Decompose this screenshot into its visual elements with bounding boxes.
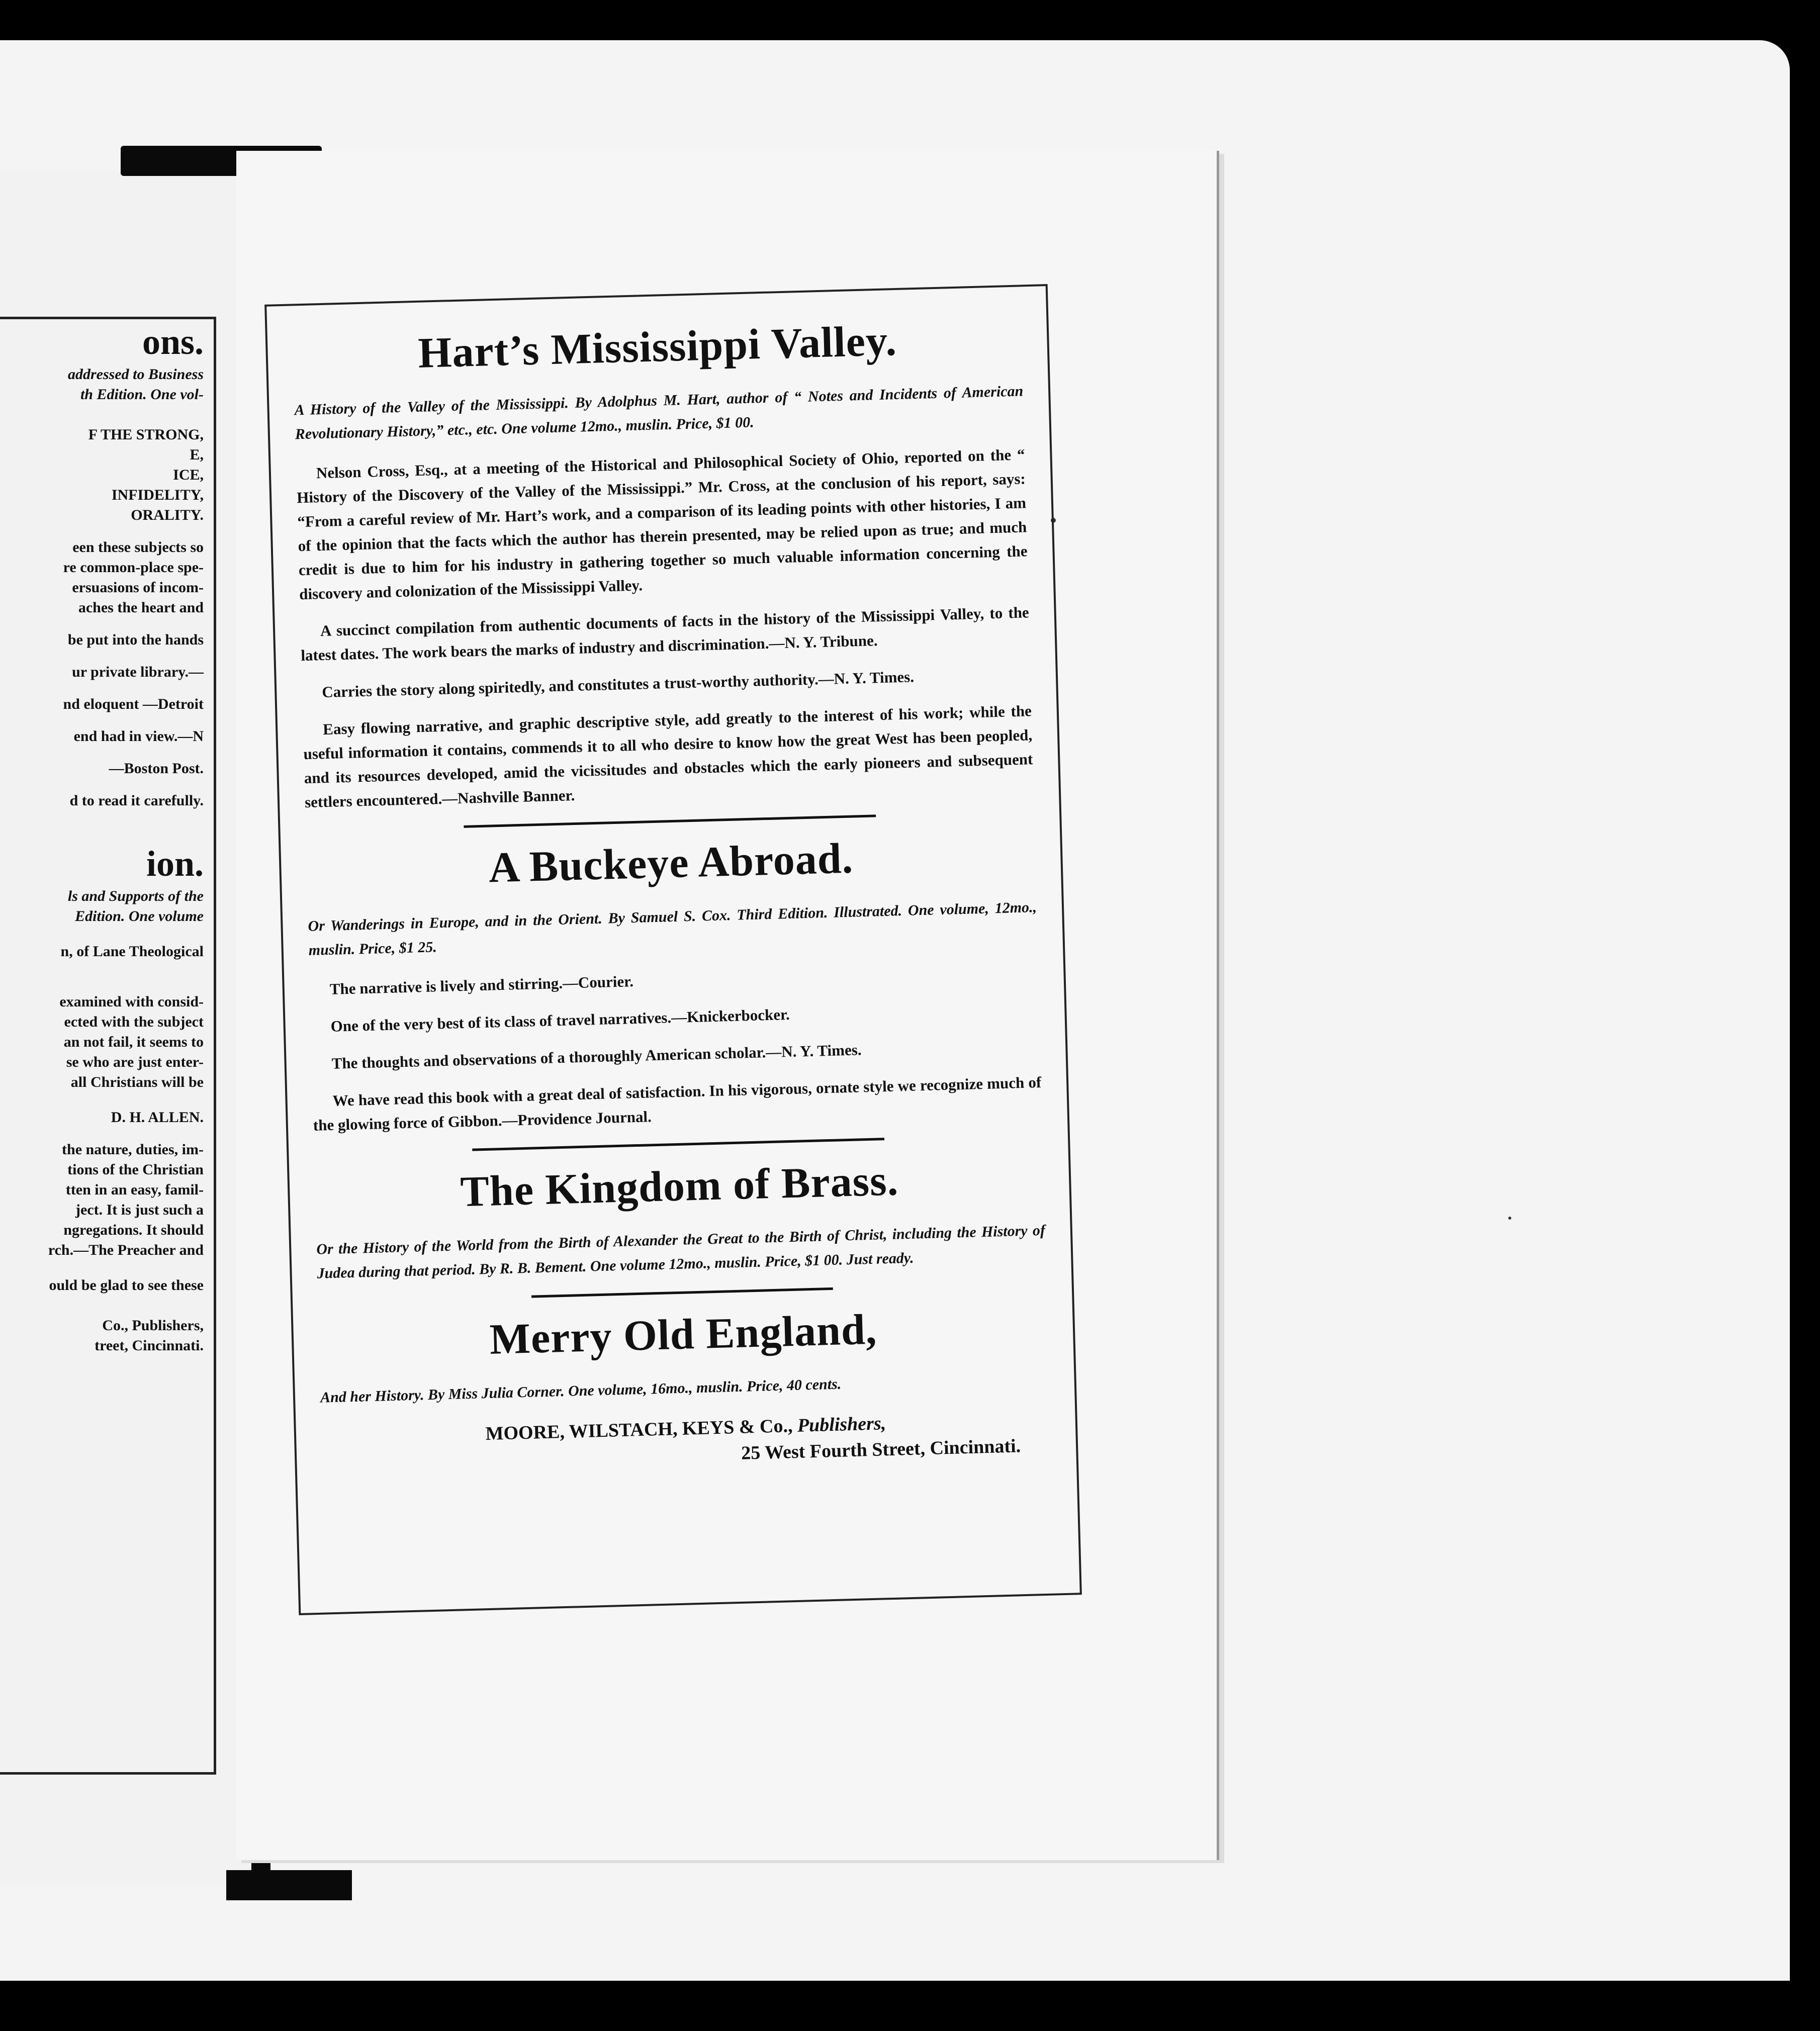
left-page-line: Edition. One volume — [75, 908, 204, 925]
review-text: Easy flowing narrative, and graphic descriptive style, add greatly to the interest of his work; while the useful information it contains, commends it to all who desire to know how the great West has been peopled, and its resources developed, amid the vicissitudes and obstacles which the early pioneers and subsequent settlers encountered.—Nashville Banner. — [303, 702, 1033, 811]
left-page-line: ject. It is just such a — [75, 1202, 204, 1218]
review-text: Carries the story along spiritedly, and constitutes a trust-worthy authority.—N. Y. Times. — [321, 668, 915, 701]
divider-rule — [472, 1138, 884, 1151]
left-page-line: treet, Cincinnati. — [95, 1337, 204, 1354]
advertisement-content — [293, 312, 1051, 1477]
left-page-line: addressed to Business — [67, 366, 204, 383]
left-page-text — [0, 319, 204, 1356]
spine-bottom — [226, 1870, 352, 1900]
left-page-line: ons. — [142, 322, 204, 362]
review-text: We have read this book with a great deal of satisfaction. In his vigorous, ornate style we recognize much of the glowing force of Gibbon.—Providence Journal. — [313, 1073, 1042, 1134]
left-page-line: ORALITY. — [131, 507, 204, 523]
left-page-line: all Christians will be — [70, 1074, 204, 1090]
left-page-line: tions of the Christian — [67, 1161, 204, 1178]
speck-mark — [1508, 1217, 1511, 1220]
review-text: Nelson Cross, Esq., at a meeting of the Historical and Philosophical Society of Ohio, reported on the “ History of the Discovery of the Valley of the Mississippi.” Mr. Cross, at the conclusion of his report, says: “From a careful review of Mr. Hart’s work, and a comparison of its leading points with other histories, I am of the opinion that the facts which the author has therein presented, may be relied upon as true; and much credit is due to him for his industry in gathering together so much valuable information concerning the discovery and colonization of the Mississippi Valley. — [296, 445, 1028, 603]
publisher-role: Publishers, — [797, 1413, 886, 1436]
left-page-line: ur private library.— — [72, 664, 204, 680]
left-page-line: Co., Publishers, — [102, 1317, 204, 1334]
left-page-line: end had in view.—N — [73, 728, 204, 745]
left-page-line: be put into the hands — [67, 631, 204, 648]
left-page — [0, 171, 254, 1885]
ad-title-the-kingdom-of-brass: The Kingdom of Brass. — [460, 1156, 899, 1216]
ad-title-harts-mississippi-valley: Hart’s Mississippi Valley. — [417, 316, 897, 377]
left-page-line: ersuasions of incom- — [72, 579, 204, 596]
left-page-line: nd eloquent —Detroit — [63, 696, 204, 712]
left-page-line: rch.—The Preacher and — [48, 1242, 204, 1258]
review-text: The thoughts and observations of a thoroughly American scholar.—N. Y. Times. — [331, 1041, 862, 1072]
left-page-line: re common-place spe- — [63, 559, 204, 576]
publisher-address: 25 West Fourth Street, Cincinnati. — [741, 1435, 1021, 1464]
review-text: The narrative is lively and stirring.—Courier. — [329, 972, 634, 998]
left-page-line: ion. — [146, 844, 204, 884]
ad-title-a-buckeye-abroad: A Buckeye Abroad. — [488, 834, 854, 892]
ad-description: A History of the Valley of the Mississippi. By Adolphus M. Hart, author of “ Notes and Incidents of American Revolutionary History,” etc., etc. One volume 12mo., muslin. Price, $1 00. — [294, 383, 1024, 443]
left-page-line: the nature, duties, im- — [62, 1141, 204, 1158]
left-page-line: th Edition. One vol- — [80, 386, 204, 403]
left-page-line: aches the heart and — [78, 599, 204, 616]
left-page-line: ls and Supports of the — [67, 888, 204, 904]
left-page-line: F THE STRONG, — [88, 426, 204, 443]
left-page-line: E, — [190, 446, 204, 463]
ad-description: And her History. By Miss Julia Corner. One volume, 16mo., muslin. Price, 40 cents. — [320, 1375, 842, 1406]
review-text: One of the very best of its class of travel narratives.—Knickerbocker. — [330, 1005, 790, 1035]
left-page-line: n, of Lane Theological — [60, 943, 204, 960]
publisher-name: MOORE, WILSTACH, KEYS & Co., — [485, 1415, 798, 1445]
left-page-line: examined with consid- — [59, 993, 204, 1010]
left-page-line: —Boston Post. — [109, 760, 204, 777]
left-page-line: ected with the subject — [64, 1013, 204, 1030]
left-page-frame — [0, 317, 216, 1775]
divider-rule — [464, 814, 876, 827]
left-page-line: an not fail, it seems to — [63, 1034, 204, 1050]
ad-title-merry-old-england: Merry Old England, — [489, 1305, 878, 1363]
left-page-line: een these subjects so — [72, 539, 204, 556]
left-page-line: ould be glad to see these — [49, 1277, 204, 1294]
left-page-line: ngregations. It should — [63, 1222, 204, 1238]
left-page-line: D. H. ALLEN. — [111, 1109, 204, 1126]
divider-rule — [531, 1287, 833, 1298]
review-text: A succinct compilation from authentic documents of facts in the history of the Mississippi Valley, to the latest dates. The work bears the marks of industry and discrimination.—N. Y. Tribune. — [300, 603, 1030, 665]
left-page-line: tten in an easy, famil- — [65, 1181, 204, 1198]
advertisement-frame — [264, 284, 1082, 1615]
left-page-line: INFIDELITY, — [111, 487, 204, 503]
left-page-line: se who are just enter- — [66, 1054, 204, 1070]
ad-description: Or the History of the World from the Birth of Alexander the Great to the Birth of Christ, including the History of Judea during that period. By R. B. Bement. One volume 12mo., muslin. Price, $1 00. Just ready. — [316, 1222, 1046, 1282]
left-page-line: d to read it carefully. — [69, 792, 204, 809]
ad-description: Or Wanderings in Europe, and in the Orient. By Samuel S. Cox. Third Edition. Illustrated. One volume, 12mo., muslin. Price, $1 25. — [308, 899, 1037, 959]
left-page-line: ICE, — [173, 467, 204, 483]
scan-bottom-edge — [0, 1981, 1820, 2031]
